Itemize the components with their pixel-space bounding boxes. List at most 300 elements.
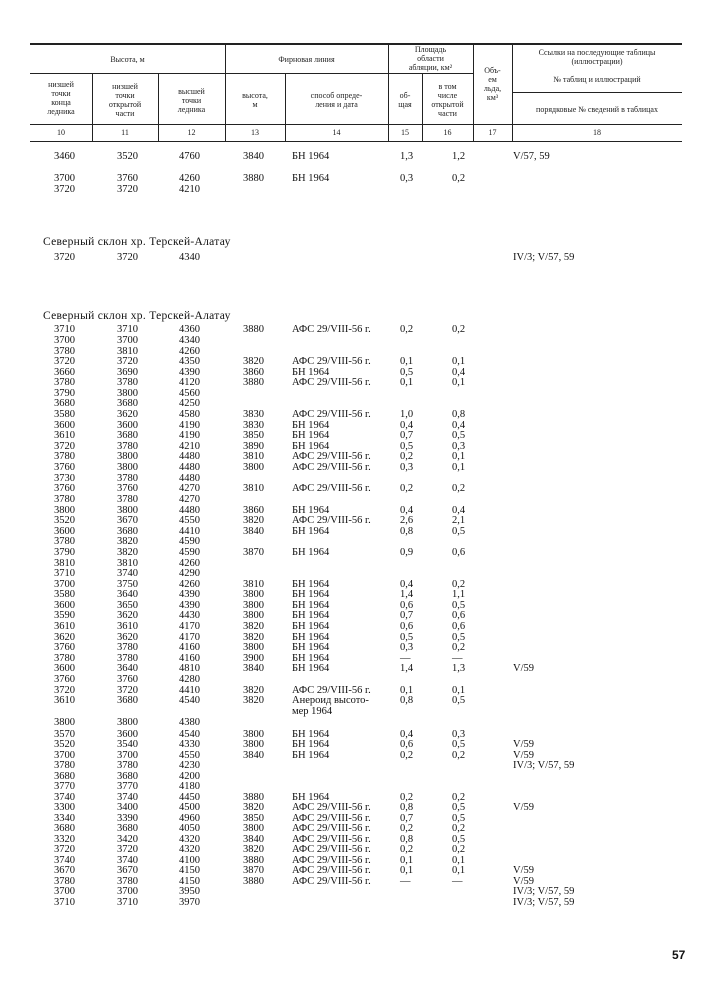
area-open-cell: 0,1 <box>452 462 466 473</box>
lowest-open-cell: 3620 <box>117 632 138 643</box>
area-total-cell: 0,3 <box>400 462 414 473</box>
header-mid-rule-refs <box>512 92 682 93</box>
firn-height-cell: 3800 <box>243 610 264 621</box>
lowest-end-cell: 3720 <box>54 356 75 367</box>
lowest-open-cell: 3780 <box>117 642 138 653</box>
area-open-cell: 0,8 <box>452 409 466 420</box>
highest-cell: 4260 <box>179 558 200 569</box>
area-open-cell: 0,6 <box>452 610 466 621</box>
table-row <box>0 451 725 462</box>
table-row <box>0 151 725 162</box>
area-total-cell: 0,8 <box>400 802 414 813</box>
area-total-cell: 0,2 <box>400 844 414 855</box>
lowest-end-cell: 3680 <box>54 823 75 834</box>
lowest-open-cell: 3710 <box>117 897 138 908</box>
area-total-cell: 0,5 <box>400 632 414 643</box>
lowest-open-cell: 3600 <box>117 729 138 740</box>
table-row <box>0 642 725 653</box>
lowest-open-cell: 3680 <box>117 695 138 706</box>
area-total-cell: — <box>400 653 411 664</box>
area-total-cell: 0,5 <box>400 441 414 452</box>
lowest-end-cell: 3720 <box>54 441 75 452</box>
table-row <box>0 398 725 409</box>
table-row <box>0 610 725 621</box>
area-total-cell: 2,6 <box>400 515 414 526</box>
area-open-cell: 0,2 <box>452 483 466 494</box>
highest-cell: 4280 <box>179 674 200 685</box>
firn-height-cell: 3820 <box>243 515 264 526</box>
area-open-cell: 0,5 <box>452 834 466 845</box>
lowest-end-cell: 3780 <box>54 377 75 388</box>
lowest-open-cell: 3690 <box>117 367 138 378</box>
firn-method-cell: БН 1964 <box>292 621 330 632</box>
area-total-cell: 0,3 <box>400 642 414 653</box>
firn-method-cell: БН 1964 <box>292 441 330 452</box>
references-cell: V/59 <box>513 739 534 750</box>
highest-cell: 4260 <box>179 173 200 184</box>
area-open-cell: 1,2 <box>452 151 466 162</box>
lowest-end-cell: 3780 <box>54 451 75 462</box>
firn-height-cell: 3890 <box>243 441 264 452</box>
table-row <box>0 483 725 494</box>
area-open-cell: 0,5 <box>452 632 466 643</box>
lowest-end-cell: 3760 <box>54 483 75 494</box>
lowest-open-cell: 3700 <box>117 335 138 346</box>
firn-method-cell: БН 1964 <box>292 792 330 803</box>
firn-height-cell: 3820 <box>243 695 264 706</box>
lowest-end-cell: 3720 <box>54 685 75 696</box>
firn-height-cell: 3800 <box>243 600 264 611</box>
firn-height-cell: 3870 <box>243 547 264 558</box>
lowest-end-cell: 3600 <box>54 600 75 611</box>
highest-cell: 4410 <box>179 685 200 696</box>
table-row <box>0 589 725 600</box>
lowest-open-cell: 3740 <box>117 568 138 579</box>
table-row <box>0 621 725 632</box>
firn-method-cell: БН 1964 <box>292 547 330 558</box>
highest-cell: 4050 <box>179 823 200 834</box>
lowest-open-cell: 3720 <box>117 685 138 696</box>
highest-cell: 4320 <box>179 844 200 855</box>
table-row <box>0 377 725 388</box>
firn-method-cell: БН 1964 <box>292 632 330 643</box>
firn-height-cell: 3810 <box>243 579 264 590</box>
firn-method-cell: мер 1964 <box>292 706 333 717</box>
highest-cell: 4160 <box>179 642 200 653</box>
lowest-end-cell: 3790 <box>54 547 75 558</box>
lowest-open-cell: 3680 <box>117 526 138 537</box>
firn-height-cell: 3800 <box>243 589 264 600</box>
highest-cell: 4270 <box>179 494 200 505</box>
height-group-header: Высота, м <box>110 55 145 64</box>
lowest-end-cell: 3600 <box>54 526 75 537</box>
area-open-cell: 0,3 <box>452 441 466 452</box>
lowest-end-cell: 3780 <box>54 346 75 357</box>
lowest-open-cell: 3800 <box>117 717 138 728</box>
lowest-end-cell: 3340 <box>54 813 75 824</box>
area-total-header: об- щая <box>398 91 412 109</box>
lowest-open-cell: 3800 <box>117 462 138 473</box>
highest-cell: 4380 <box>179 717 200 728</box>
lowest-end-cell: 3610 <box>54 621 75 632</box>
table-row <box>0 430 725 441</box>
table-row <box>0 886 725 897</box>
lowest-open-cell: 3390 <box>117 813 138 824</box>
firn-height-cell: 3840 <box>243 750 264 761</box>
lowest-open-cell: 3400 <box>117 802 138 813</box>
highest-cell: 4190 <box>179 420 200 431</box>
highest-cell: 4540 <box>179 695 200 706</box>
area-open-cell: 0,1 <box>452 865 466 876</box>
area-total-cell: 0,4 <box>400 420 414 431</box>
highest-cell: 4500 <box>179 802 200 813</box>
firn-method-cell: БН 1964 <box>292 367 330 378</box>
table-row <box>0 568 725 579</box>
lowest-open-cell: 3780 <box>117 760 138 771</box>
firn-height-cell: 3800 <box>243 462 264 473</box>
area-open-cell: 0,3 <box>452 729 466 740</box>
lowest-open-cell: 3720 <box>117 356 138 367</box>
references-cell: V/59 <box>513 750 534 761</box>
column-number: 13 <box>251 128 259 137</box>
firn-height-cell: 3880 <box>243 377 264 388</box>
highest-cell: 4540 <box>179 729 200 740</box>
firn-method-cell: АФС 29/VIII-56 г. <box>292 834 371 845</box>
firn-height-cell: 3820 <box>243 356 264 367</box>
lowest-end-cell: 3320 <box>54 834 75 845</box>
area-open-cell: 0,1 <box>452 377 466 388</box>
firn-height-cell: 3800 <box>243 739 264 750</box>
ice-volume-header: Объ- ем льда, км³ <box>483 66 502 102</box>
lowest-open-cell: 3680 <box>117 771 138 782</box>
lowest-end-cell: 3660 <box>54 367 75 378</box>
lowest-end-cell: 3700 <box>54 335 75 346</box>
table-row <box>0 184 725 195</box>
table-row <box>0 844 725 855</box>
firn-height-cell: 3830 <box>243 409 264 420</box>
table-row <box>0 252 725 263</box>
lowest-open-cell: 3720 <box>117 844 138 855</box>
lowest-end-cell: 3720 <box>54 252 75 263</box>
area-open-cell: 0,1 <box>452 356 466 367</box>
highest-cell: 4390 <box>179 367 200 378</box>
firn-height-header: высота, м <box>242 91 268 109</box>
area-open-cell: — <box>452 653 463 664</box>
table-row <box>0 494 725 505</box>
area-total-cell: 0,9 <box>400 547 414 558</box>
lowest-open-cell: 3710 <box>117 324 138 335</box>
lowest-end-cell: 3780 <box>54 876 75 887</box>
area-open-cell: 0,2 <box>452 324 466 335</box>
area-total-cell: 0,6 <box>400 621 414 632</box>
firn-method-cell: АФС 29/VIII-56 г. <box>292 377 371 388</box>
area-total-cell: 0,5 <box>400 367 414 378</box>
firn-height-cell: 3820 <box>243 685 264 696</box>
lowest-open-cell: 3680 <box>117 430 138 441</box>
firn-method-cell: Анероид высото- <box>292 695 369 706</box>
lowest-end-cell: 3610 <box>54 695 75 706</box>
highest-cell: 4350 <box>179 356 200 367</box>
highest-cell: 4260 <box>179 579 200 590</box>
firn-method-cell: БН 1964 <box>292 653 330 664</box>
firn-method-header: способ опреде- ления и дата <box>310 91 363 109</box>
lowest-end-cell: 3760 <box>54 642 75 653</box>
highest-cell: 4450 <box>179 792 200 803</box>
firn-method-cell: БН 1964 <box>292 739 330 750</box>
references-cell: IV/3; V/57, 59 <box>513 252 575 263</box>
highest-cell: 4180 <box>179 781 200 792</box>
area-total-cell: 0,2 <box>400 792 414 803</box>
firn-method-cell: АФС 29/VIII-56 г. <box>292 685 371 696</box>
firn-method-cell: АФС 29/VIII-56 г. <box>292 855 371 866</box>
firn-height-cell: 3800 <box>243 823 264 834</box>
lowest-open-cell: 3800 <box>117 505 138 516</box>
lowest-end-cell: 3670 <box>54 865 75 876</box>
highest-cell: 4560 <box>179 388 200 399</box>
lowest-open-cell: 3670 <box>117 515 138 526</box>
lowest-open-cell: 3810 <box>117 558 138 569</box>
firn-height-cell: 3850 <box>243 430 264 441</box>
lowest-open-cell: 3780 <box>117 441 138 452</box>
firn-method-cell: БН 1964 <box>292 151 330 162</box>
lowest-end-point-header: низшей точки конца ледника <box>47 80 75 116</box>
area-total-cell: 0,4 <box>400 505 414 516</box>
lowest-end-cell: 3710 <box>54 324 75 335</box>
column-number: 16 <box>443 128 452 137</box>
firn-height-cell: 3880 <box>243 855 264 866</box>
lowest-end-cell: 3770 <box>54 781 75 792</box>
lowest-open-cell: 3520 <box>117 151 138 162</box>
header-top-rule <box>30 43 682 45</box>
firn-method-cell: БН 1964 <box>292 750 330 761</box>
area-open-cell: 0,1 <box>452 685 466 696</box>
references-subheader-tables: № таблиц и иллюстраций <box>553 75 641 84</box>
table-row <box>0 695 725 706</box>
lowest-open-cell: 3540 <box>117 739 138 750</box>
lowest-end-cell: 3700 <box>54 886 75 897</box>
lowest-open-cell: 3720 <box>117 252 138 263</box>
table-row <box>0 674 725 685</box>
highest-point-header: высшей точки ледника <box>177 87 206 114</box>
firn-method-cell: АФС 29/VIII-56 г. <box>292 876 371 887</box>
table-row <box>0 173 725 184</box>
firn-method-cell: БН 1964 <box>292 610 330 621</box>
firn-method-cell: БН 1964 <box>292 505 330 516</box>
lowest-open-cell: 3800 <box>117 451 138 462</box>
lowest-open-cell: 3620 <box>117 610 138 621</box>
firn-method-cell: АФС 29/VIII-56 г. <box>292 865 371 876</box>
highest-cell: 4410 <box>179 526 200 537</box>
area-total-cell: 0,8 <box>400 695 414 706</box>
highest-cell: 4230 <box>179 760 200 771</box>
area-open-cell: 1,3 <box>452 663 466 674</box>
highest-cell: 4170 <box>179 621 200 632</box>
highest-cell: 4270 <box>179 483 200 494</box>
references-cell: IV/3; V/57, 59 <box>513 760 575 771</box>
firn-method-cell: АФС 29/VIII-56 г. <box>292 451 371 462</box>
lowest-end-cell: 3570 <box>54 729 75 740</box>
area-total-cell: 0,2 <box>400 451 414 462</box>
firn-height-cell: 3880 <box>243 324 264 335</box>
highest-cell: 4390 <box>179 589 200 600</box>
lowest-end-cell: 3790 <box>54 388 75 399</box>
lowest-end-cell: 3520 <box>54 515 75 526</box>
references-cell: V/59 <box>513 865 534 876</box>
lowest-open-cell: 3610 <box>117 621 138 632</box>
highest-cell: 4320 <box>179 834 200 845</box>
highest-cell: 4960 <box>179 813 200 824</box>
lowest-open-cell: 3800 <box>117 388 138 399</box>
firn-height-cell: 3840 <box>243 526 264 537</box>
page-number: 57 <box>672 948 686 962</box>
lowest-end-cell: 3800 <box>54 717 75 728</box>
firn-height-cell: 3900 <box>243 653 264 664</box>
highest-cell: 4360 <box>179 324 200 335</box>
firn-height-cell: 3880 <box>243 173 264 184</box>
area-total-cell: — <box>400 876 411 887</box>
lowest-end-cell: 3620 <box>54 632 75 643</box>
highest-cell: 4480 <box>179 473 200 484</box>
area-open-cell: 0,1 <box>452 855 466 866</box>
highest-cell: 4250 <box>179 398 200 409</box>
area-open-cell: 0,5 <box>452 600 466 611</box>
table-row <box>0 547 725 558</box>
area-open-cell: 0,5 <box>452 802 466 813</box>
highest-cell: 4150 <box>179 876 200 887</box>
firn-height-cell: 3840 <box>243 151 264 162</box>
highest-cell: 4480 <box>179 505 200 516</box>
column-number: 12 <box>187 128 196 137</box>
ablation-area-group-header: Площадь области абляции, км² <box>408 45 453 72</box>
references-cell: V/59 <box>513 663 534 674</box>
area-open-cell: 0,6 <box>452 621 466 632</box>
lowest-open-cell: 3420 <box>117 834 138 845</box>
firn-method-cell: АФС 29/VIII-56 г. <box>292 844 371 855</box>
table-row <box>0 739 725 750</box>
highest-cell: 4340 <box>179 335 200 346</box>
firn-height-cell: 3800 <box>243 729 264 740</box>
area-open-cell: 0,4 <box>452 505 466 516</box>
highest-cell: 4150 <box>179 865 200 876</box>
lowest-end-cell: 3740 <box>54 792 75 803</box>
lowest-end-cell: 3680 <box>54 771 75 782</box>
references-cell: V/59 <box>513 802 534 813</box>
lowest-open-cell: 3820 <box>117 547 138 558</box>
area-open-cell: 0,2 <box>452 823 466 834</box>
lowest-end-cell: 3700 <box>54 750 75 761</box>
lowest-open-cell: 3780 <box>117 653 138 664</box>
lowest-open-cell: 3820 <box>117 536 138 547</box>
references-cell: V/59 <box>513 876 534 887</box>
lowest-end-cell: 3700 <box>54 579 75 590</box>
table-row <box>0 760 725 771</box>
area-total-cell: 0,4 <box>400 579 414 590</box>
highest-cell: 4590 <box>179 536 200 547</box>
firn-method-cell: БН 1964 <box>292 420 330 431</box>
table-row <box>0 409 725 420</box>
area-open-cell: 0,2 <box>452 792 466 803</box>
table-row <box>0 335 725 346</box>
area-open-cell: 0,5 <box>452 526 466 537</box>
lowest-end-cell: 3720 <box>54 184 75 195</box>
firn-height-cell: 3880 <box>243 792 264 803</box>
area-total-cell: 1,3 <box>400 151 414 162</box>
firn-height-cell: 3800 <box>243 642 264 653</box>
highest-cell: 4160 <box>179 653 200 664</box>
firn-method-cell: БН 1964 <box>292 663 330 674</box>
highest-cell: 4210 <box>179 441 200 452</box>
lowest-open-cell: 3760 <box>117 674 138 685</box>
header-bottom-rule <box>30 124 682 125</box>
lowest-open-cell: 3620 <box>117 409 138 420</box>
firn-method-cell: БН 1964 <box>292 173 330 184</box>
lowest-end-cell: 3730 <box>54 473 75 484</box>
lowest-end-cell: 3590 <box>54 610 75 621</box>
lowest-open-cell: 3720 <box>117 184 138 195</box>
section-title: Северный склон хр. Терскей-Алатау <box>43 236 231 248</box>
firn-method-cell: АФС 29/VIII-56 г. <box>292 409 371 420</box>
column-number: 14 <box>332 128 341 137</box>
column-number: 15 <box>401 128 409 137</box>
table-row <box>0 462 725 473</box>
highest-cell: 3950 <box>179 886 200 897</box>
lowest-open-cell: 3760 <box>117 173 138 184</box>
firn-height-cell: 3820 <box>243 802 264 813</box>
lowest-end-cell: 3600 <box>54 420 75 431</box>
area-total-cell: 0,4 <box>400 729 414 740</box>
lowest-open-cell: 3700 <box>117 750 138 761</box>
area-open-cell: 0,2 <box>452 579 466 590</box>
area-total-cell: 0,1 <box>400 356 414 367</box>
firn-method-cell: БН 1964 <box>292 589 330 600</box>
highest-cell: 4480 <box>179 462 200 473</box>
lowest-end-cell: 3740 <box>54 855 75 866</box>
lowest-open-cell: 3770 <box>117 781 138 792</box>
references-cell: IV/3; V/57, 59 <box>513 886 575 897</box>
area-open-cell: 0,1 <box>452 451 466 462</box>
column-number: 10 <box>57 128 65 137</box>
area-total-cell: 0,7 <box>400 610 414 621</box>
lowest-open-cell: 3640 <box>117 589 138 600</box>
lowest-end-cell: 3680 <box>54 398 75 409</box>
references-subheader-items: порядковые № сведений в таблицах <box>536 105 658 114</box>
firn-method-cell: БН 1964 <box>292 642 330 653</box>
lowest-end-cell: 3520 <box>54 739 75 750</box>
references-group-header: Ссылки на последующие таблицы (иллюстрации) <box>538 48 656 66</box>
lowest-end-cell: 3780 <box>54 760 75 771</box>
column-number: 18 <box>593 128 601 137</box>
lowest-end-cell: 3800 <box>54 505 75 516</box>
highest-cell: 4120 <box>179 377 200 388</box>
highest-cell: 4260 <box>179 346 200 357</box>
highest-cell: 4810 <box>179 663 200 674</box>
lowest-open-cell: 3750 <box>117 579 138 590</box>
table-row <box>0 865 725 876</box>
firn-height-cell: 3810 <box>243 483 264 494</box>
table-row <box>0 706 725 717</box>
firn-method-cell: БН 1964 <box>292 579 330 590</box>
lowest-end-cell: 3780 <box>54 536 75 547</box>
area-total-cell: 0,2 <box>400 750 414 761</box>
area-total-cell: 0,8 <box>400 526 414 537</box>
firn-height-cell: 3820 <box>243 621 264 632</box>
area-total-cell: 0,2 <box>400 483 414 494</box>
lowest-open-cell: 3680 <box>117 823 138 834</box>
highest-cell: 4340 <box>179 252 200 263</box>
lowest-end-cell: 3460 <box>54 151 75 162</box>
area-open-cell: 0,4 <box>452 420 466 431</box>
lowest-open-cell: 3650 <box>117 600 138 611</box>
